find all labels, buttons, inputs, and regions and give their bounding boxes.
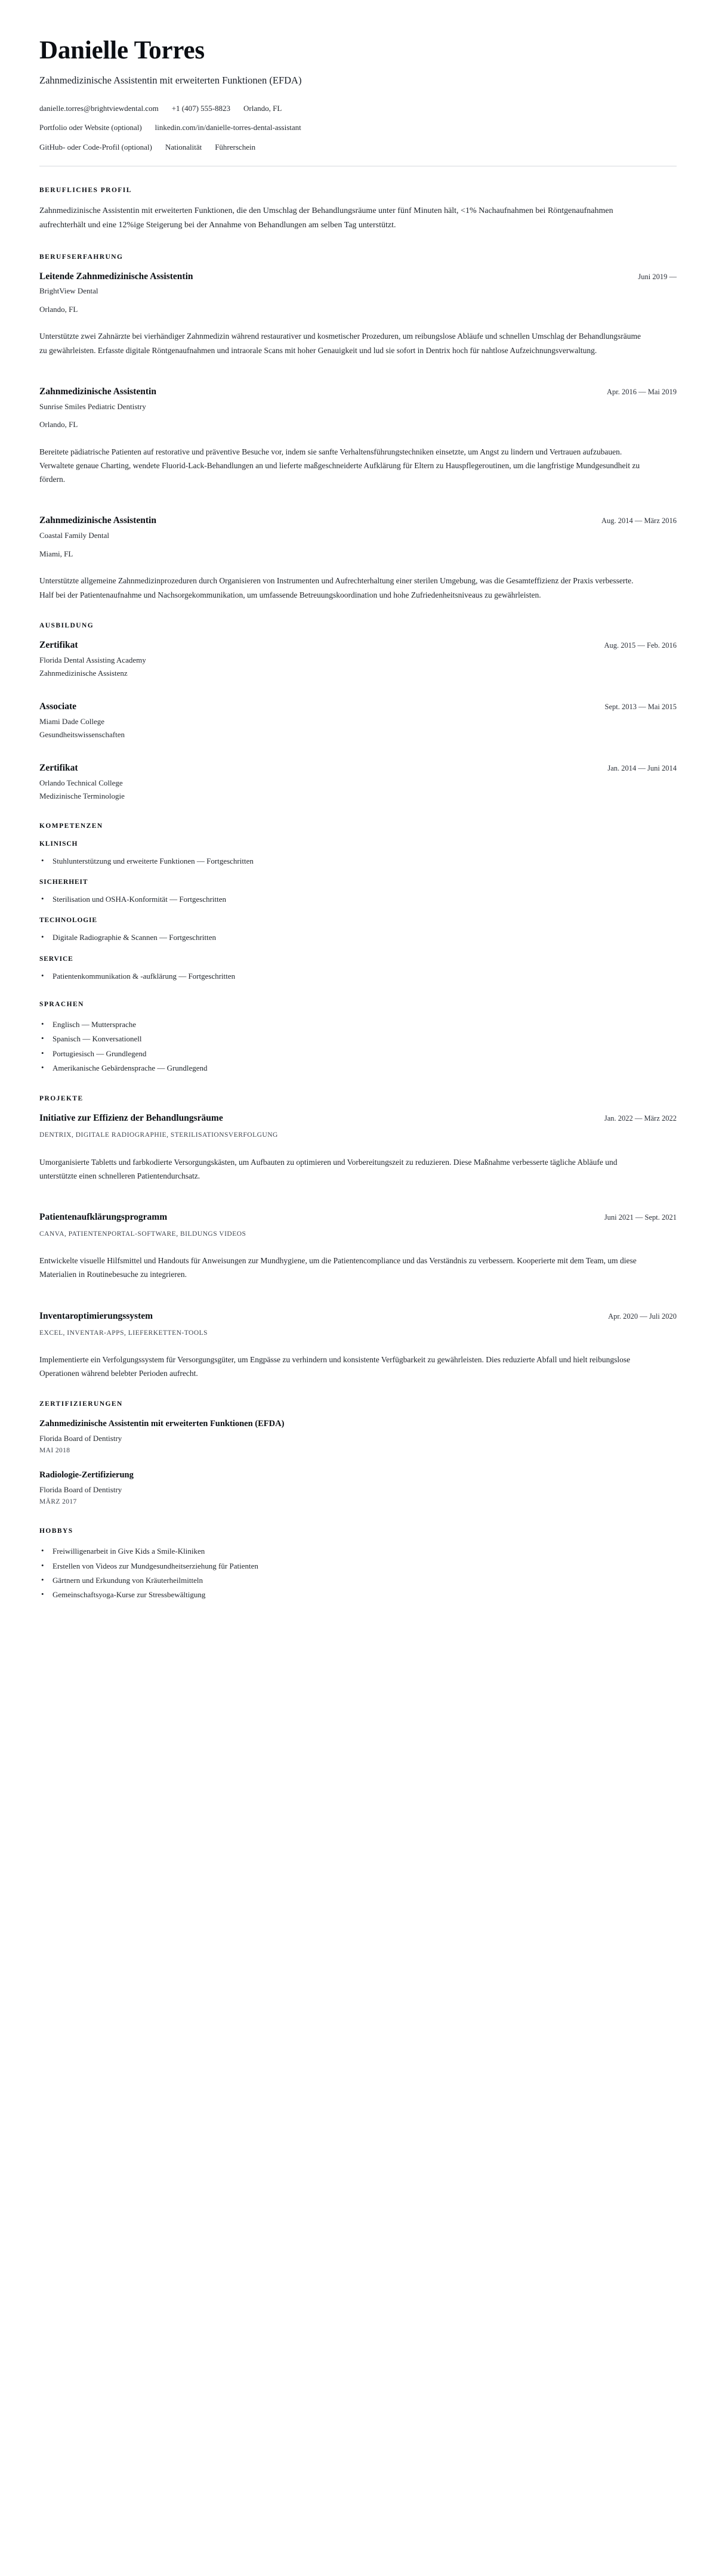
hobby-item: • Erstellen von Videos zur Mundgesundheitserziehung für Patienten [39, 1560, 677, 1573]
certification-name: Zahnmedizinische Assistentin mit erweiterten Funktionen (EFDA) [39, 1419, 285, 1429]
language-item: • Amerikanische Gebärdensprache — Grundlegend [39, 1062, 677, 1075]
project-title: Patientenaufklärungsprogramm [39, 1212, 168, 1223]
nationality-text: Nationalität [165, 142, 202, 151]
email-text: danielle.torres@brightviewdental.com [39, 103, 159, 113]
contact-row-2 [39, 122, 677, 134]
location-text: Orlando, FL [243, 103, 282, 113]
spacer [39, 1188, 677, 1211]
certification-date: MAI 2018 [39, 1447, 70, 1455]
language-list [39, 1018, 677, 1075]
education-field: Gesundheitswissenschaften [39, 730, 125, 740]
hobby-item: • Gemeinschaftsyoga-Kurse zur Stressbewältigung [39, 1588, 677, 1601]
hobby-item: • Gärtnern und Erkundung von Kräuterheilmitteln [39, 1574, 677, 1587]
section-certifications [39, 1400, 677, 1507]
section-title-profile: BERUFLICHES PROFIL [39, 187, 132, 194]
job-description: Unterstützte allgemeine Zahnmedizinprozeduren durch Organisieren von Instrumenten und Aufrechterhaltung einer sterilen Umgebung, was die Gesamteffizienz der Praxis verbesserte. Half bei der Patientenaufnahme und Nachsorgekommunikation, um umfassende Betreuungskoordination und hohe Zufriedenheitsniveaus zu gewährleisten. [39, 576, 634, 599]
job-date-range: Aug. 2014 — März 2016 [601, 517, 677, 525]
github-placeholder-text: GitHub- oder Code-Profil (optional) [39, 142, 152, 151]
certification-name: Radiologie-Zertifizierung [39, 1470, 134, 1480]
section-professional-profile [39, 187, 677, 233]
job-description: Bereitete pädiatrische Patienten auf restorative und präventive Besuche vor, indem sie sanfte Verhaltensführungstechniken einsetzte, um Angst zu lindern und Vertrauen aufzubauen. Verwaltete genaue Charting, wendete Fluorid-Lack-Behandlungen an und lieferte maßgeschneiderte Aufklärung für Eltern zu Hauspflegeroutinen, um die langfristige Mundgesundheit zu fördern. [39, 447, 640, 484]
job-title: Zahnmedizinische Assistentin [39, 386, 156, 397]
section-title-education: AUSBILDUNG [39, 621, 94, 629]
skill-category-label: SICHERHEIT [39, 878, 88, 886]
section-title-experience: BERUFSERFAHRUNG [39, 253, 124, 261]
certification-date: MÄRZ 2017 [39, 1498, 77, 1506]
project-title: Initiative zur Effizienz der Behandlungsräume [39, 1113, 223, 1124]
candidate-headline: Zahnmedizinische Assistentin mit erweiterten Funktionen (EFDA) [39, 75, 302, 86]
section-experience [39, 253, 677, 602]
project-description: Umorganisierte Tabletts und farbkodierte Versorgungskästen, um Aufbauten zu optimieren und Vorbereitungszeit zu reduzieren. Diese Maßnahme verbesserte tägliche Abläufe und unterstützte einen schnelleren Patientendurchsatz. [39, 1157, 618, 1180]
portfolio-placeholder-text: Portfolio oder Website (optional) [39, 123, 142, 132]
skill-list [39, 855, 677, 868]
drivers-license-text: Führerschein [215, 142, 256, 151]
spacer [39, 491, 677, 515]
experience-entry [39, 515, 677, 601]
spacer [39, 362, 677, 386]
profile-summary-text: Zahnmedizinische Assistentin mit erweiterten Funktionen, die den Umschlag der Behandlungsräume unter fünf Minuten hält, <1% Nachaufnahmen bei Röntgenaufnahmen aufrechterhält und eine 12%ige Steigerung bei der Annahme von Behandlungen am selben Tag unterstützt. [39, 206, 613, 230]
education-date-range: Aug. 2015 — Feb. 2016 [604, 641, 677, 650]
education-field: Zahnmedizinische Assistenz [39, 669, 128, 678]
project-tech-stack: DENTRIX, DIGITALE RADIOGRAPHIE, STERILISATIONSVERFOLGUNG [39, 1131, 278, 1139]
project-entry-head [39, 1112, 677, 1125]
project-tech-stack: EXCEL, INVENTAR-APPS, LIEFERKETTEN-TOOLS [39, 1329, 208, 1337]
skill-category-label: SERVICE [39, 955, 73, 963]
language-item: • Spanisch — Konversationell [39, 1032, 677, 1046]
skill-group [39, 917, 677, 944]
hobby-item: • Freiwilligenarbeit in Give Kids a Smile-Kliniken [39, 1545, 677, 1558]
skill-list [39, 893, 677, 906]
section-hobbies [39, 1527, 677, 1601]
education-school: Miami Dade College [39, 716, 105, 726]
phone-text: +1 (407) 555-8823 [171, 103, 231, 113]
linkedin-text: linkedin.com/in/danielle-torres-dental-assistant [155, 123, 301, 132]
job-description: Unterstützte zwei Zahnärzte bei vierhändiger Zahnmedizin während restaurativer und kosmetischer Prozeduren, um reibungslose Abläufe und schnellen Umschlag der Behandlungsräume zu gewährleisten. Erfasste digitale Röntgenaufnahmen und intraorale Scans mit hoher Genauigkeit und lud sie sofort in Dentrix hoch für nahtlose Aufzeichnungsverwaltung. [39, 332, 641, 355]
experience-entry [39, 386, 677, 487]
resume-header [39, 37, 677, 166]
section-skills [39, 822, 677, 1075]
job-location: Orlando, FL [39, 420, 78, 429]
skill-list [39, 931, 677, 944]
certification-entry [39, 1418, 677, 1456]
job-company: BrightView Dental [39, 286, 98, 296]
education-degree: Zertifikat [39, 639, 78, 650]
job-company: Coastal Family Dental [39, 531, 109, 540]
project-date-range: Juni 2021 — Sept. 2021 [604, 1213, 677, 1222]
language-item: • Portugiesisch — Grundlegend [39, 1047, 677, 1060]
project-date-range: Apr. 2020 — Juli 2020 [608, 1312, 677, 1321]
education-degree: Zertifikat [39, 762, 78, 773]
education-entry-head [39, 639, 677, 652]
skill-group [39, 840, 677, 868]
project-entry [39, 1211, 677, 1282]
project-description: Entwickelte visuelle Hilfsmittel und Handouts für Anweisungen zur Mundhygiene, um die Patientencompliance und das Verständnis zu verbessern. Kooperierte mit dem Team, um diese Materialien in Routinebesuche zu integrieren. [39, 1256, 637, 1279]
spacer [39, 746, 677, 762]
education-entry-head [39, 701, 677, 713]
project-entry-head [39, 1211, 677, 1224]
project-entry [39, 1310, 677, 1381]
certification-issuer: Florida Board of Dentistry [39, 1433, 122, 1443]
skill-item: • Patientenkommunikation & -aufklärung — Fortgeschritten [39, 970, 677, 983]
hobby-list [39, 1545, 677, 1601]
education-date-range: Jan. 2014 — Juni 2014 [607, 763, 677, 772]
skill-group [39, 955, 677, 983]
education-entry [39, 701, 677, 741]
experience-entry [39, 271, 677, 357]
section-education [39, 622, 677, 802]
contact-row-1 [39, 103, 677, 115]
job-title: Leitende Zahnmedizinische Assistentin [39, 271, 193, 282]
job-date-range: Apr. 2016 — Mai 2019 [606, 387, 677, 396]
spacer [39, 1287, 677, 1310]
job-company: Sunrise Smiles Pediatric Dentistry [39, 401, 146, 411]
candidate-name: Danielle Torres [39, 36, 205, 64]
education-field: Medizinische Terminologie [39, 791, 125, 801]
education-school: Florida Dental Assisting Academy [39, 655, 146, 664]
project-title: Inventaroptimierungssystem [39, 1310, 153, 1321]
skill-item: • Digitale Radiographie & Scannen — Fortgeschritten [39, 931, 677, 944]
spacer [39, 684, 677, 701]
education-school: Orlando Technical College [39, 778, 123, 787]
section-title-certifications: ZERTIFIZIERUNGEN [39, 1400, 123, 1408]
experience-entry-head [39, 386, 677, 398]
section-title-hobbies: HOBBYS [39, 1527, 73, 1535]
section-projects [39, 1095, 677, 1380]
contact-row-3 [39, 141, 677, 153]
education-degree: Associate [39, 701, 76, 712]
skill-item: • Sterilisation und OSHA-Konformität — Fortgeschritten [39, 893, 677, 906]
project-date-range: Jan. 2022 — März 2022 [604, 1114, 677, 1123]
experience-entry-head [39, 271, 677, 283]
section-title-skills: KOMPETENZEN [39, 822, 103, 830]
job-location: Orlando, FL [39, 304, 78, 314]
job-location: Miami, FL [39, 549, 73, 558]
project-description: Implementierte ein Verfolgungssystem für Versorgungsgüter, um Engpässe zu verhindern und konsistente Verfügbarkeit zu gewährleisten. Dies reduzierte Abfall und hielt reibungslose Operationen während belebter Perioden aufrecht. [39, 1355, 631, 1378]
project-tech-stack: CANVA, PATIENTENPORTAL-SOFTWARE, BILDUNGS VIDEOS [39, 1230, 246, 1238]
skill-group [39, 879, 677, 906]
certification-entry [39, 1469, 677, 1507]
section-title-projects: PROJEKTE [39, 1095, 84, 1103]
job-title: Zahnmedizinische Assistentin [39, 515, 156, 526]
skill-item: • Stuhlunterstützung und erweiterte Funktionen — Fortgeschritten [39, 855, 677, 868]
project-entry [39, 1112, 677, 1183]
education-date-range: Sept. 2013 — Mai 2015 [604, 702, 677, 711]
education-entry [39, 639, 677, 679]
section-title-languages: SPRACHEN [39, 1001, 84, 1009]
education-entry [39, 762, 677, 802]
education-entry-head [39, 762, 677, 775]
languages-block [39, 1001, 677, 1075]
skill-category-label: KLINISCH [39, 840, 78, 848]
certification-issuer: Florida Board of Dentistry [39, 1485, 122, 1494]
skill-list [39, 970, 677, 983]
experience-entry-head [39, 515, 677, 527]
language-item: • Englisch — Muttersprache [39, 1018, 677, 1031]
project-entry-head [39, 1310, 677, 1323]
skill-category-label: TECHNOLOGIE [39, 917, 97, 924]
job-date-range: Juni 2019 — [638, 272, 677, 281]
